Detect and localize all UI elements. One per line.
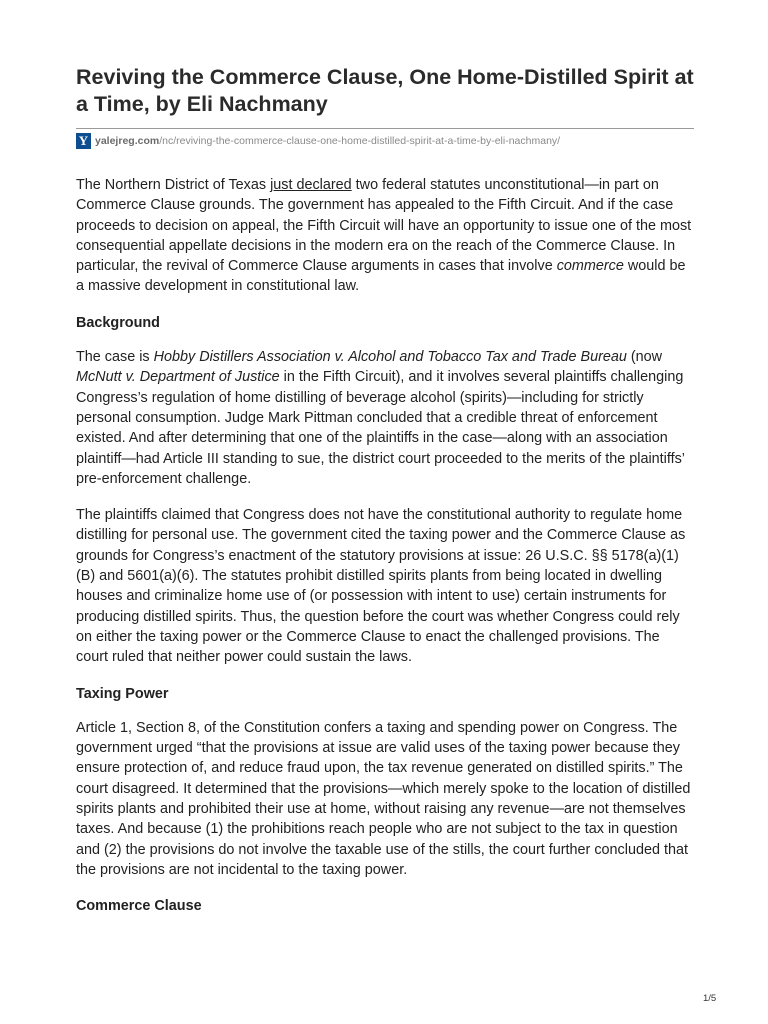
yale-logo-icon: Y: [76, 133, 91, 149]
source-path[interactable]: /nc/reviving-the-commerce-clause-one-home-distilled-spirit-at-a-time-by-eli-nachmany/: [159, 135, 561, 147]
commerce-clause-heading: Commerce Clause: [76, 898, 202, 915]
intro-text-3: would be a massive development in constitutional law.: [76, 258, 686, 295]
background-heading: Background: [76, 314, 160, 331]
page-number: 1/5: [703, 993, 717, 1004]
background-paragraph-1: [76, 347, 694, 489]
intro-text-1: The Northern District of Texas: [76, 177, 271, 193]
document-page: [76, 64, 694, 917]
bg-text-2: (now: [626, 349, 663, 366]
intro-emphasis: commerce: [556, 258, 624, 275]
article-body: [76, 175, 694, 917]
case-name-1: Hobby Distillers Association v. Alcohol and Tobacco Tax and Trade Bureau: [153, 349, 627, 366]
source-domain[interactable]: yalejreg.com: [95, 135, 160, 147]
article-title: Reviving the Commerce Clause, One Home-Distilled Spirit at a Time, by Eli Nachmany: [76, 65, 694, 116]
intro-text-2: two federal statutes unconstitutional—in part on Commerce Clause grounds. The government has appealed to the Fifth Circuit. And if the case proceeds to decision on appeal, the Fifth Circuit will have an opportunity to issue one of the most consequential appellate decisions in the modern era on the reach of the Commerce Clause. In particular, the revival of Commerce Clause arguments in cases that involve: [76, 177, 692, 275]
source-bar: [76, 128, 694, 150]
bg-text-1: The case is: [76, 349, 154, 366]
taxing-power-heading: Taxing Power: [76, 685, 169, 702]
just-declared-link[interactable]: just declared: [270, 177, 352, 193]
intro-paragraph: [76, 175, 694, 297]
bg-text-3: in the Fifth Circuit), and it involves several plaintiffs challenging Congress’s regulation of home distilling of beverage alcohol (spirits)—including for strictly personal consumption. Judge Mark Pittman concluded that a credible threat of enforcement existed. And after determining that one of the plaintiffs in the case—along with an association plaintiff—had Article III standing to sue, the district court proceeded to the merits of the plaintiffs’ pre-enforcement challenge.: [76, 369, 685, 487]
background-paragraph-2: The plaintiffs claimed that Congress does not have the constitutional authority to regulate home distilling for personal use. The government cited the taxing power and the Commerce Clause as grounds for Congress’s enactment of the statutory provisions at issue: 26 U.S.C. §§ 5178(a)(1)(B) and 5601(a)(6). The statutes prohibit distilled spirits plants from being located in dwelling houses and criminalize home use of (or possession with intent to use) certain instruments for producing distilled spirits. Thus, the question before the court was whether Congress could rely on either the taxing power or the Commerce Clause to enact the challenged provisions. The court ruled that neither power could sustain the laws.: [76, 507, 686, 666]
taxing-power-paragraph: Article 1, Section 8, of the Constitution confers a taxing and spending power on Congress. The government urged “that the provisions at issue are valid uses of the taxing power because they ensure protection of, and reduce fraud upon, the tax revenue generated on distilled spirits.” The court disagreed. It determined that the provisions—which merely spoke to the location of distilled spirits plants and prohibited their use at home, without raising any revenue—are not themselves taxes. And because (1) the prohibitions reach people who are not subject to the tax in question and (2) the provisions do not involve the taxable use of the stills, the court further concluded that the provisions are not incidental to the taxing power.: [76, 719, 691, 878]
case-name-2: McNutt v. Department of Justice: [76, 369, 280, 386]
